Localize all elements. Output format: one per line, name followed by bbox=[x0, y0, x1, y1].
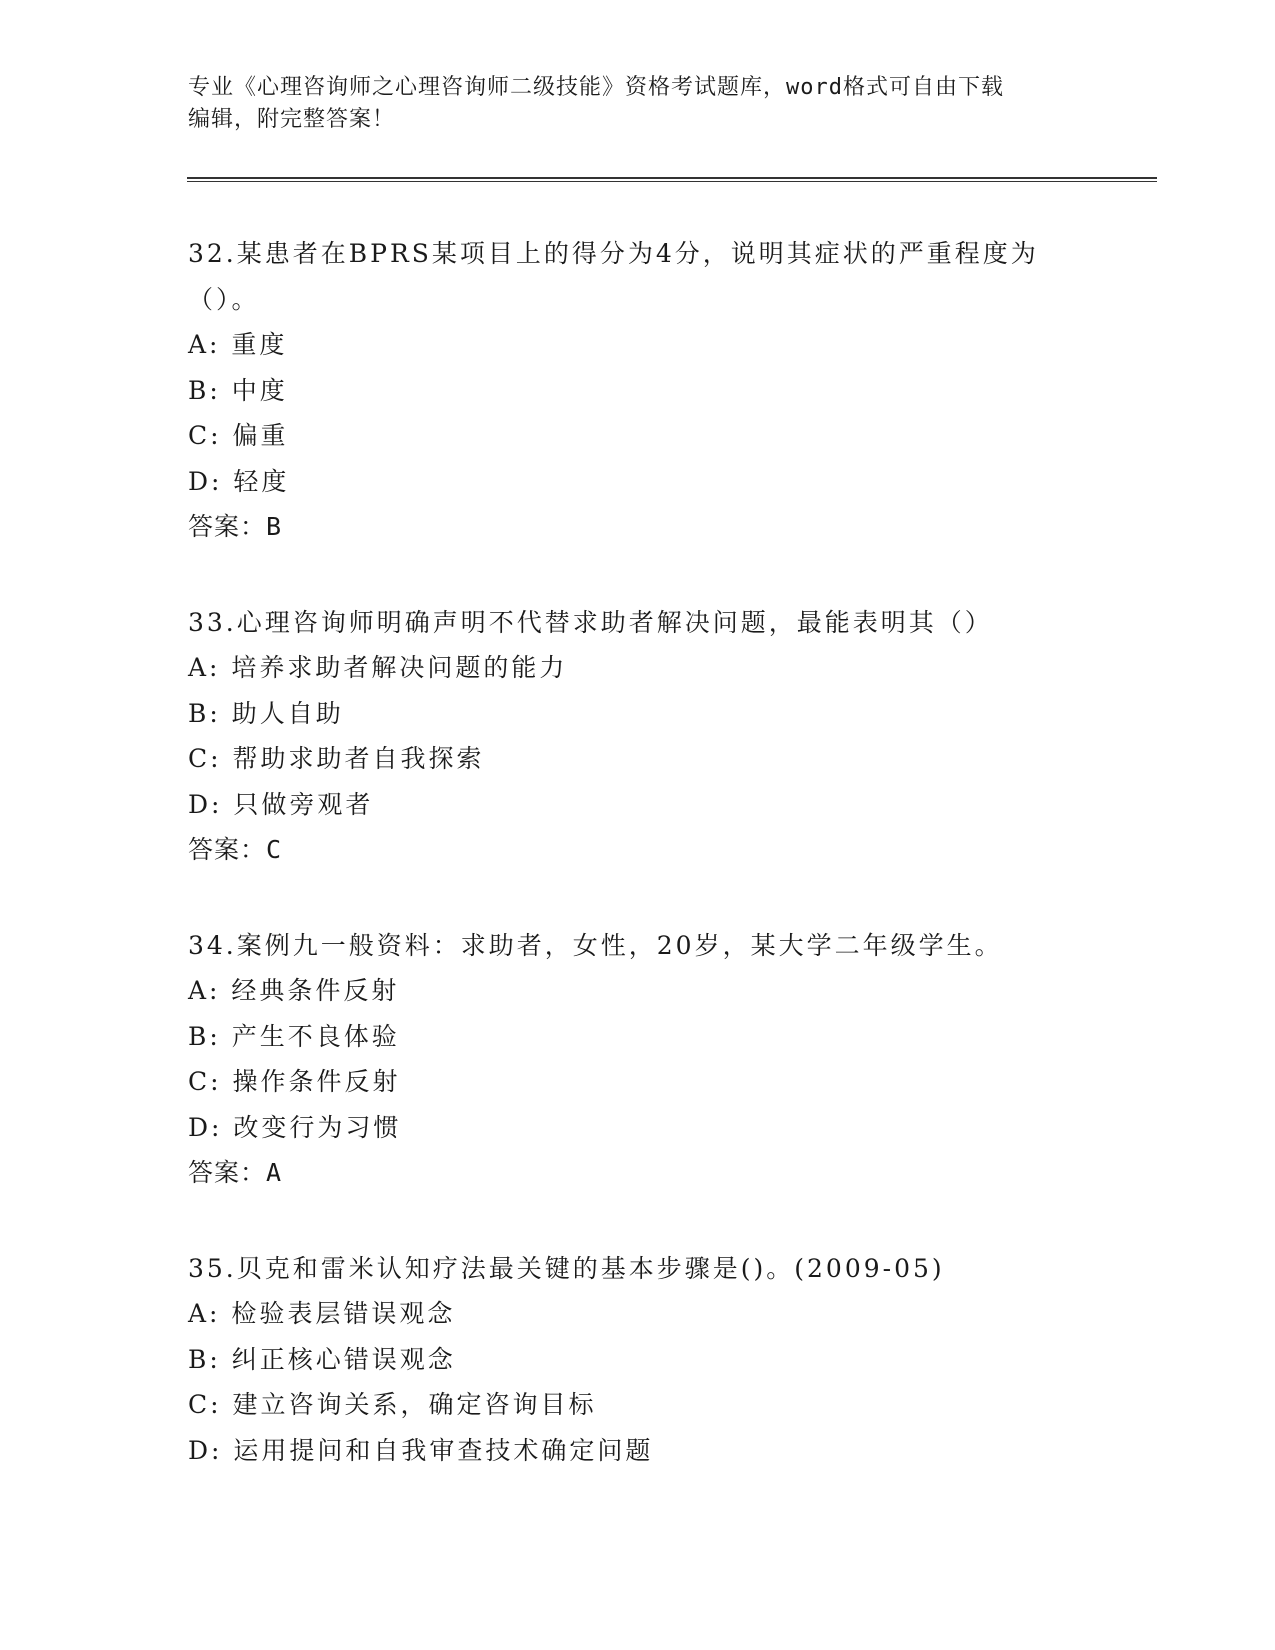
option-a: A: 培养求助者解决问题的能力 bbox=[188, 653, 568, 682]
option-c: C: 偏重 bbox=[188, 421, 289, 450]
answer-label: 答案：B bbox=[188, 512, 283, 541]
option-c: C: 操作条件反射 bbox=[188, 1067, 401, 1096]
option-b: B: 纠正核心错误观念 bbox=[188, 1344, 456, 1374]
option-c: C: 建立咨询关系，确定咨询目标 bbox=[188, 1390, 597, 1419]
question-33 bbox=[188, 600, 1088, 873]
question-stem: 32.某患者在BPRS某项目上的得分为4分，说明其症状的严重程度为 bbox=[188, 239, 1039, 268]
option-b: B: 助人自助 bbox=[188, 698, 344, 728]
option-d: D: 轻度 bbox=[188, 466, 290, 496]
header-divider bbox=[187, 177, 1157, 183]
question-32 bbox=[188, 231, 1088, 550]
option-a: A: 经典条件反射 bbox=[188, 976, 400, 1005]
question-stem: 33.心理咨询师明确声明不代替求助者解决问题，最能表明其（） bbox=[188, 607, 993, 637]
header-line-2: 编辑，附完整答案！ bbox=[188, 107, 396, 132]
question-list bbox=[188, 231, 1088, 1523]
question-stem: 34.案例九一般资料：求助者，女性，20岁，某大学二年级学生。 bbox=[188, 930, 1003, 960]
option-a: A: 检验表层错误观念 bbox=[188, 1299, 456, 1328]
header-line-1: 专业《心理咨询师之心理咨询师二级技能》资格考试题库，word格式可自由下载 bbox=[188, 75, 1004, 100]
option-b: B: 中度 bbox=[188, 375, 288, 405]
document-header bbox=[188, 72, 1088, 136]
option-c: C: 帮助求助者自我探索 bbox=[188, 744, 485, 773]
question-stem-continued: （）。 bbox=[188, 284, 260, 314]
answer-label: 答案：A bbox=[188, 1158, 283, 1187]
answer-label: 答案：C bbox=[188, 835, 283, 864]
option-d: D: 改变行为习惯 bbox=[188, 1112, 402, 1142]
option-d: D: 只做旁观者 bbox=[188, 789, 374, 819]
question-34 bbox=[188, 923, 1088, 1196]
question-stem: 35.贝克和雷米认知疗法最关键的基本步骤是()。(2009-05) bbox=[188, 1253, 945, 1283]
option-b: B: 产生不良体验 bbox=[188, 1021, 400, 1051]
question-35 bbox=[188, 1246, 1088, 1474]
option-d: D: 运用提问和自我审查技术确定问题 bbox=[188, 1435, 654, 1465]
option-a: A: 重度 bbox=[188, 330, 288, 359]
